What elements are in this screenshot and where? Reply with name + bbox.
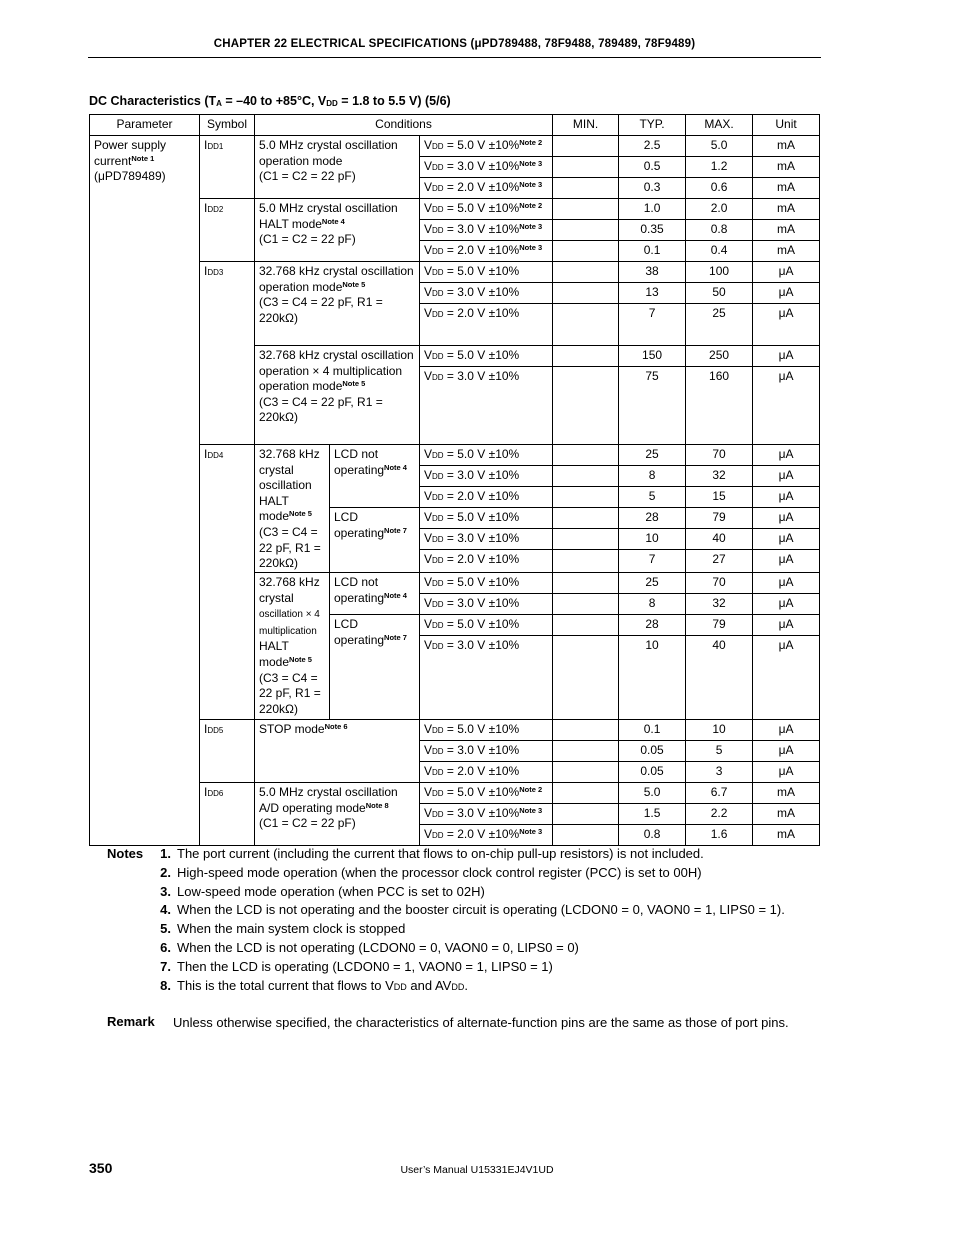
min-cell [553, 157, 619, 178]
min-cell [553, 283, 619, 304]
typ-cell: 38 [619, 262, 686, 283]
min-cell [553, 550, 619, 573]
col-parameter: Parameter [90, 115, 200, 136]
typ-cell: 7 [619, 304, 686, 346]
max-cell: 1.6 [686, 825, 753, 846]
min-cell [553, 304, 619, 346]
unit-cell: mA [753, 136, 820, 157]
note-number: 6. [160, 939, 171, 955]
typ-cell: 8 [619, 594, 686, 615]
unit-cell: μA [753, 466, 820, 487]
col-max: MAX. [686, 115, 753, 136]
max-cell: 5.0 [686, 136, 753, 157]
parameter-cell: Power supply current$^{Note 1}$ (μPD789489) [90, 136, 200, 846]
min-cell [553, 783, 619, 804]
vdd-cell: VDD = 2.0 V ±10% [420, 487, 553, 508]
unit-cell: μA [753, 594, 820, 615]
unit-cell: mA [753, 220, 820, 241]
typ-cell: 75 [619, 367, 686, 445]
unit-cell: μA [753, 304, 820, 346]
typ-cell: 8 [619, 466, 686, 487]
vdd-cell: VDD = 2.0 V ±10%$^{Note 3}$ [420, 825, 553, 846]
vdd-cell: VDD = 2.0 V ±10% [420, 304, 553, 346]
max-cell: 70 [686, 573, 753, 594]
condition-cell: 5.0 MHz crystal oscillation A/D operating mode$^{Note 8}$ (C1 = C2 = 22 pF) [255, 783, 420, 846]
typ-cell: 25 [619, 573, 686, 594]
min-cell [553, 466, 619, 487]
note-number: 1. [160, 846, 171, 861]
unit-cell: mA [753, 804, 820, 825]
max-cell: 100 [686, 262, 753, 283]
vdd-cell: VDD = 5.0 V ±10%$^{Note 2}$ [420, 783, 553, 804]
symbol-idd1: IDD1 [200, 136, 255, 199]
unit-cell: μA [753, 615, 820, 636]
chapter-header: CHAPTER 22 ELECTRICAL SPECIFICATIONS (μPD789488, 78F9488, 789489, 78F9489) [213, 38, 696, 50]
max-cell: 2.2 [686, 804, 753, 825]
note-number: 4. [160, 902, 171, 918]
vdd-cell: VDD = 3.0 V ±10% [420, 529, 553, 550]
col-conditions: Conditions [255, 115, 553, 136]
min-cell [553, 615, 619, 636]
typ-cell: 0.3 [619, 178, 686, 199]
col-typ: TYP. [619, 115, 686, 136]
vdd-cell: VDD = 5.0 V ±10%$^{Note 2}$ [420, 136, 553, 157]
unit-cell: μA [753, 636, 820, 720]
typ-cell: 13 [619, 283, 686, 304]
max-cell: 50 [686, 283, 753, 304]
unit-cell: μA [753, 367, 820, 445]
remark-text: Unless otherwise specified, the characteristics of alternate-function pins are the same as those of port pins. [173, 1015, 789, 1030]
unit-cell: μA [753, 573, 820, 594]
note-text: When the LCD is not operating (LCDON0 = 0, VAON0 = 0, LIPS0 = 0) [177, 939, 579, 955]
min-cell [553, 445, 619, 466]
unit-cell: mA [753, 241, 820, 262]
max-cell: 3 [686, 762, 753, 783]
symbol-idd3: IDD3 [200, 262, 255, 445]
min-cell [553, 762, 619, 783]
header-rule [88, 57, 821, 58]
remark-label: Remark [107, 1014, 155, 1029]
typ-cell: 0.05 [619, 741, 686, 762]
max-cell: 40 [686, 529, 753, 550]
condition-cell: 32.768 kHz crystal oscillation operation × 4 multiplication operation mode$^{Note 5}$ (C3 = C4 = 22 pF, R1 = 220kΩ) [255, 346, 420, 445]
unit-cell: μA [753, 487, 820, 508]
unit-cell: mA [753, 178, 820, 199]
vdd-cell: VDD = 3.0 V ±10% [420, 283, 553, 304]
min-cell [553, 220, 619, 241]
note-text: This is the total current that flows to VDD and AVDD. [177, 977, 468, 993]
unit-cell: mA [753, 199, 820, 220]
note-text: When the LCD is not operating and the booster circuit is operating (LCDON0 = 0, VAON0 = 1, LIPS0 = 1). [177, 902, 785, 918]
max-cell: 0.4 [686, 241, 753, 262]
typ-cell: 10 [619, 529, 686, 550]
lcd-cell: LCD operating$^{Note 7}$ [330, 615, 420, 720]
vdd-cell: VDD = 3.0 V ±10%$^{Note 3}$ [420, 804, 553, 825]
note-number: 8. [160, 977, 171, 993]
table-row [90, 783, 820, 804]
table-row [90, 262, 820, 283]
table-title: DC Characteristics ($T_A = -40$ to +85°C, $V_{DD} = 1.8$ to 5.5 V) (5/6) [89, 94, 451, 108]
unit-cell: μA [753, 550, 820, 573]
unit-cell: mA [753, 157, 820, 178]
vdd-cell: VDD = 2.0 V ±10%$^{Note 3}$ [420, 178, 553, 199]
footer: User’s Manual U15331EJ4V1UD [400, 1164, 554, 1176]
min-cell [553, 346, 619, 367]
typ-cell: 0.5 [619, 157, 686, 178]
min-cell [553, 804, 619, 825]
vdd-cell: VDD = 5.0 V ±10%$^{Note 2}$ [420, 199, 553, 220]
page-number: 350 [89, 1160, 113, 1176]
min-cell [553, 262, 619, 283]
note-number: 2. [160, 864, 171, 880]
vdd-cell: VDD = 5.0 V ±10% [420, 508, 553, 529]
typ-cell: 0.1 [619, 720, 686, 741]
vdd-cell: VDD = 5.0 V ±10% [420, 615, 553, 636]
typ-cell: 5.0 [619, 783, 686, 804]
max-cell: 0.8 [686, 220, 753, 241]
condition-cell: 5.0 MHz crystal oscillation operation mode (C1 = C2 = 22 pF) [255, 136, 420, 199]
unit-cell: μA [753, 283, 820, 304]
vdd-cell: VDD = 3.0 V ±10% [420, 741, 553, 762]
unit-cell: mA [753, 783, 820, 804]
typ-cell: 0.05 [619, 762, 686, 783]
max-cell: 250 [686, 346, 753, 367]
min-cell [553, 136, 619, 157]
table-row [90, 199, 820, 220]
vdd-cell: VDD = 3.0 V ±10%$^{Note 3}$ [420, 157, 553, 178]
vdd-cell: VDD = 3.0 V ±10% [420, 367, 553, 445]
typ-cell: 1.0 [619, 199, 686, 220]
min-cell [553, 529, 619, 550]
symbol-idd5: IDD5 [200, 720, 255, 783]
max-cell: 10 [686, 720, 753, 741]
max-cell: 25 [686, 304, 753, 346]
dc-characteristics-table [89, 114, 820, 846]
min-cell [553, 199, 619, 220]
note-text: Low-speed mode operation (when PCC is set to 02H) [177, 883, 485, 899]
min-cell [553, 508, 619, 529]
typ-cell: 0.1 [619, 241, 686, 262]
col-symbol: Symbol [200, 115, 255, 136]
col-unit: Unit [753, 115, 820, 136]
max-cell: 27 [686, 550, 753, 573]
max-cell: 1.2 [686, 157, 753, 178]
typ-cell: 150 [619, 346, 686, 367]
note-text: High-speed mode operation (when the processor clock control register (PCC) is set to 00H) [177, 864, 702, 880]
vdd-cell: VDD = 5.0 V ±10% [420, 445, 553, 466]
typ-cell: 5 [619, 487, 686, 508]
max-cell: 79 [686, 615, 753, 636]
min-cell [553, 825, 619, 846]
vdd-cell: VDD = 5.0 V ±10% [420, 346, 553, 367]
typ-cell: 0.35 [619, 220, 686, 241]
vdd-cell: VDD = 5.0 V ±10% [420, 573, 553, 594]
max-cell: 70 [686, 445, 753, 466]
vdd-cell: VDD = 5.0 V ±10% [420, 720, 553, 741]
max-cell: 79 [686, 508, 753, 529]
condition-cell: 32.768 kHz crystal oscillation × 4 multiplication HALT mode$^{Note 5}$ (C3 = C4 = 22 pF, R1 = 220kΩ) [255, 573, 330, 720]
min-cell [553, 178, 619, 199]
condition-cell: 32.768 kHz crystal oscillation HALT mode$^{Note 5}$ (C3 = C4 = 22 pF, R1 = 220kΩ) [255, 445, 330, 573]
min-cell [553, 241, 619, 262]
max-cell: 0.6 [686, 178, 753, 199]
min-cell [553, 487, 619, 508]
typ-cell: 28 [619, 508, 686, 529]
max-cell: 160 [686, 367, 753, 445]
lcd-cell: LCD operating$^{Note 7}$ [330, 508, 420, 573]
header-row [90, 115, 820, 136]
vdd-cell: VDD = 2.0 V ±10% [420, 762, 553, 783]
max-cell: 32 [686, 594, 753, 615]
unit-cell: μA [753, 346, 820, 367]
vdd-cell: VDD = 3.0 V ±10% [420, 636, 553, 720]
min-cell [553, 594, 619, 615]
note-number: 7. [160, 958, 171, 974]
min-cell [553, 573, 619, 594]
table-row [90, 136, 820, 157]
unit-cell: mA [753, 825, 820, 846]
note-number: 5. [160, 921, 171, 937]
vdd-cell: VDD = 2.0 V ±10%$^{Note 3}$ [420, 241, 553, 262]
typ-cell: 25 [619, 445, 686, 466]
unit-cell: μA [753, 529, 820, 550]
min-cell [553, 636, 619, 720]
typ-cell: 1.5 [619, 804, 686, 825]
unit-cell: μA [753, 508, 820, 529]
typ-cell: 7 [619, 550, 686, 573]
note-number: 3. [160, 883, 171, 899]
unit-cell: μA [753, 741, 820, 762]
lcd-cell: LCD not operating$^{Note 4}$ [330, 445, 420, 508]
symbol-idd4: IDD4 [200, 445, 255, 720]
max-cell: 5 [686, 741, 753, 762]
max-cell: 2.0 [686, 199, 753, 220]
vdd-cell: VDD = 2.0 V ±10% [420, 550, 553, 573]
min-cell [553, 741, 619, 762]
typ-cell: 2.5 [619, 136, 686, 157]
table-row [90, 445, 820, 466]
condition-cell: STOP mode$^{Note 6}$ [255, 720, 420, 783]
typ-cell: 0.8 [619, 825, 686, 846]
note-text: Then the LCD is operating (LCDON0 = 1, VAON0 = 1, LIPS0 = 1) [177, 958, 553, 974]
note-text: When the main system clock is stopped [177, 921, 406, 937]
table-row [90, 720, 820, 741]
vdd-cell: VDD = 3.0 V ±10% [420, 594, 553, 615]
symbol-idd6: IDD6 [200, 783, 255, 846]
min-cell [553, 367, 619, 445]
max-cell: 6.7 [686, 783, 753, 804]
typ-cell: 10 [619, 636, 686, 720]
condition-cell: 5.0 MHz crystal oscillation HALT mode$^{Note 4}$ (C1 = C2 = 22 pF) [255, 199, 420, 262]
condition-cell: 32.768 kHz crystal oscillation operation mode$^{Note 5}$ (C3 = C4 = 22 pF, R1 = 220kΩ) [255, 262, 420, 346]
min-cell [553, 720, 619, 741]
vdd-cell: VDD = 3.0 V ±10% [420, 466, 553, 487]
unit-cell: μA [753, 262, 820, 283]
unit-cell: μA [753, 445, 820, 466]
vdd-cell: VDD = 5.0 V ±10% [420, 262, 553, 283]
vdd-cell: VDD = 3.0 V ±10%$^{Note 3}$ [420, 220, 553, 241]
max-cell: 40 [686, 636, 753, 720]
note-text: The port current (including the current that flows to on-chip pull-up resistors) is not included. [177, 846, 704, 861]
lcd-cell: LCD not operating$^{Note 4}$ [330, 573, 420, 615]
max-cell: 32 [686, 466, 753, 487]
unit-cell: μA [753, 762, 820, 783]
unit-cell: μA [753, 720, 820, 741]
max-cell: 15 [686, 487, 753, 508]
notes-label: Notes [107, 846, 144, 861]
col-min: MIN. [553, 115, 619, 136]
symbol-idd2: IDD2 [200, 199, 255, 262]
typ-cell: 28 [619, 615, 686, 636]
